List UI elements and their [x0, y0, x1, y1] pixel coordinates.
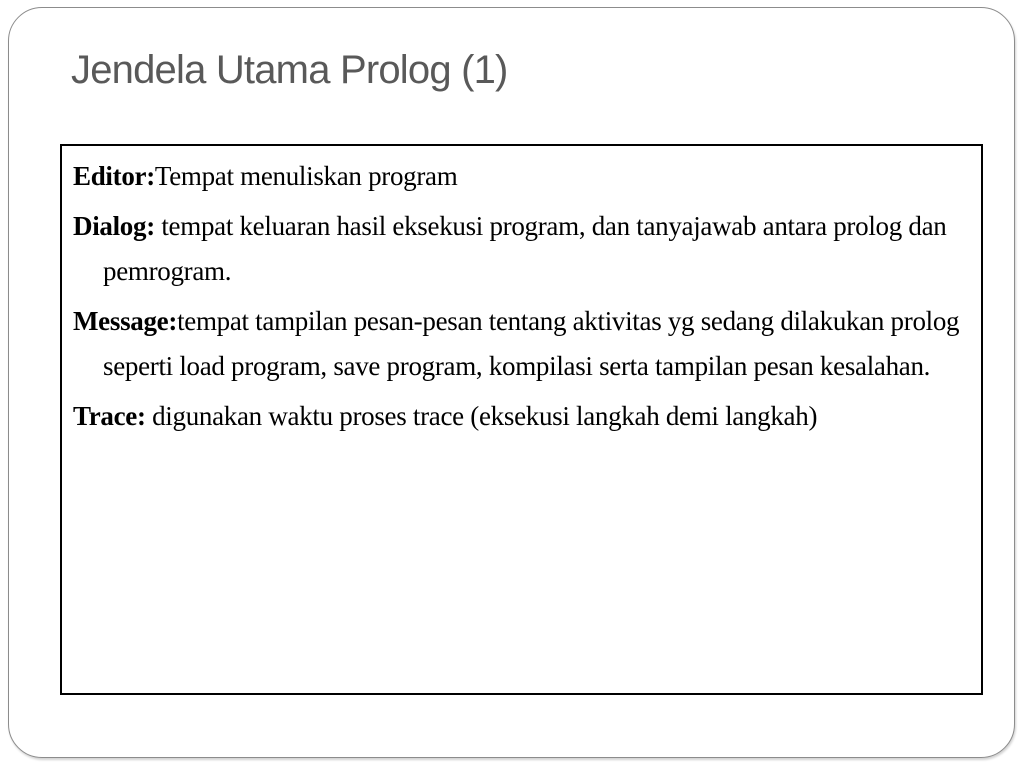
definition-message — [73, 299, 961, 389]
description-dialog: tempat keluaran hasil eksekusi program, dan tanyajawab antara prolog dan pemrogram. — [103, 211, 947, 286]
definition-dialog — [73, 204, 961, 294]
definition-trace — [73, 394, 961, 439]
description-trace: digunakan waktu proses trace (eksekusi langkah demi langkah) — [145, 401, 818, 431]
description-message: tempat tampilan pesan-pesan tentang aktivitas yg sedang dilakukan prolog seperti load program, save program, kompilasi serta tampilan pesan kesalahan. — [103, 306, 960, 381]
definition-editor — [73, 154, 961, 199]
term-message: Message: — [73, 306, 178, 336]
slide-title: Jendela Utama Prolog (1) — [71, 48, 508, 92]
term-trace: Trace: — [73, 401, 146, 431]
term-dialog: Dialog: — [73, 211, 155, 241]
slide-frame — [8, 7, 1015, 758]
description-editor: Tempat menuliskan program — [154, 161, 458, 191]
content-box — [60, 144, 983, 695]
term-editor: Editor: — [73, 161, 155, 191]
